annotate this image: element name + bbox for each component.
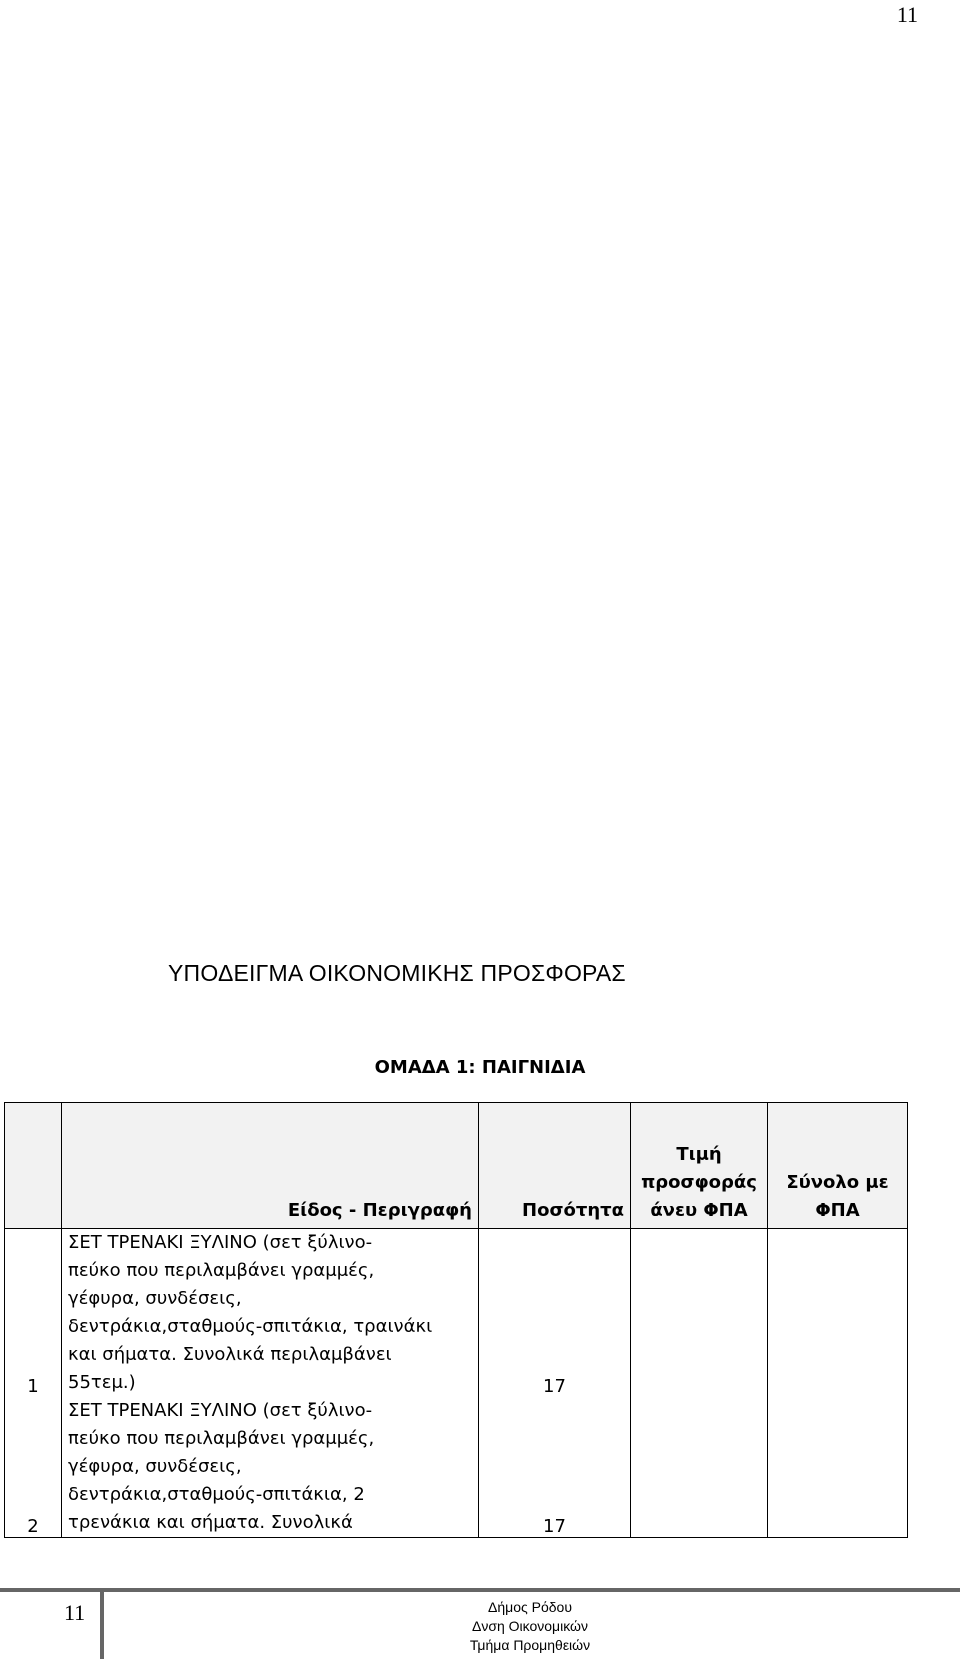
description-line: ΣΕΤ ΤΡΕΝΑΚΙ ΞΥΛΙΝΟ (σετ ξύλινο- <box>68 1232 373 1253</box>
header-total-line2: ΦΠΑ <box>815 1200 860 1221</box>
table-header-row <box>5 1103 908 1229</box>
description-line: 55τεμ.) <box>68 1372 136 1393</box>
footer-organization <box>380 1598 680 1655</box>
footer-org-line3: Τμήμα Προμηθειών <box>469 1637 591 1653</box>
footer-org-line1: Δήμος Ρόδου <box>488 1599 572 1615</box>
group-title: ΟΜΑΔΑ 1: ΠΑΙΓΝΙΔΙΑ <box>374 1057 586 1078</box>
header-number <box>5 1103 62 1229</box>
row-price-cell[interactable] <box>631 1229 768 1398</box>
description-line: και σήματα. Συνολικά περιλαμβάνει <box>68 1344 392 1365</box>
row-number: 2 <box>5 1397 62 1538</box>
description-line: γέφυρα, συνδέσεις, <box>68 1456 242 1477</box>
description-line: πεύκο που περιλαμβάνει γραμμές, <box>68 1428 375 1449</box>
row-total-cell[interactable] <box>768 1229 908 1398</box>
header-price-line1: Τιμή <box>676 1144 722 1165</box>
description-line: δεντράκια,σταθμούς-σπιτάκια, τραινάκι <box>68 1316 433 1337</box>
row-quantity: 17 <box>479 1397 631 1538</box>
header-price-line2: προσφοράς <box>641 1172 757 1193</box>
description-line: ΣΕΤ ΤΡΕΝΑΚΙ ΞΥΛΙΝΟ (σετ ξύλινο- <box>68 1400 373 1421</box>
document-title: ΥΠΟΔΕΙΓΜΑ ΟΙΚΟΝΟΜΙΚΗΣ ΠΡΟΣΦΟΡΑΣ <box>168 960 626 986</box>
description-line: γέφυρα, συνδέσεις, <box>68 1288 242 1309</box>
header-price <box>631 1103 768 1229</box>
table-row <box>5 1397 908 1538</box>
header-total-line1: Σύνολο με <box>786 1172 889 1193</box>
row-description <box>62 1229 479 1398</box>
row-number: 1 <box>5 1229 62 1398</box>
row-price-cell[interactable] <box>631 1397 768 1538</box>
header-total <box>768 1103 908 1229</box>
row-description <box>62 1397 479 1538</box>
footer-page-box <box>0 1592 104 1659</box>
header-description: Είδος - Περιγραφή <box>62 1103 479 1229</box>
description-line: δεντράκια,σταθμούς-σπιτάκια, 2 <box>68 1484 365 1505</box>
page-number-top: 11 <box>896 2 918 27</box>
footer-divider <box>0 1588 960 1592</box>
table-row <box>5 1229 908 1398</box>
footer-page-number: 11 <box>64 1600 86 1625</box>
header-quantity: Ποσότητα <box>479 1103 631 1229</box>
header-price-line3: άνευ ΦΠΑ <box>650 1200 748 1221</box>
description-line: τρενάκια και σήματα. Συνολικά <box>68 1512 353 1533</box>
row-quantity: 17 <box>479 1229 631 1398</box>
footer-org-line2: Δνση Οικονομικών <box>471 1618 588 1634</box>
offer-table <box>4 1102 908 1538</box>
row-total-cell[interactable] <box>768 1397 908 1538</box>
description-line: πεύκο που περιλαμβάνει γραμμές, <box>68 1260 375 1281</box>
